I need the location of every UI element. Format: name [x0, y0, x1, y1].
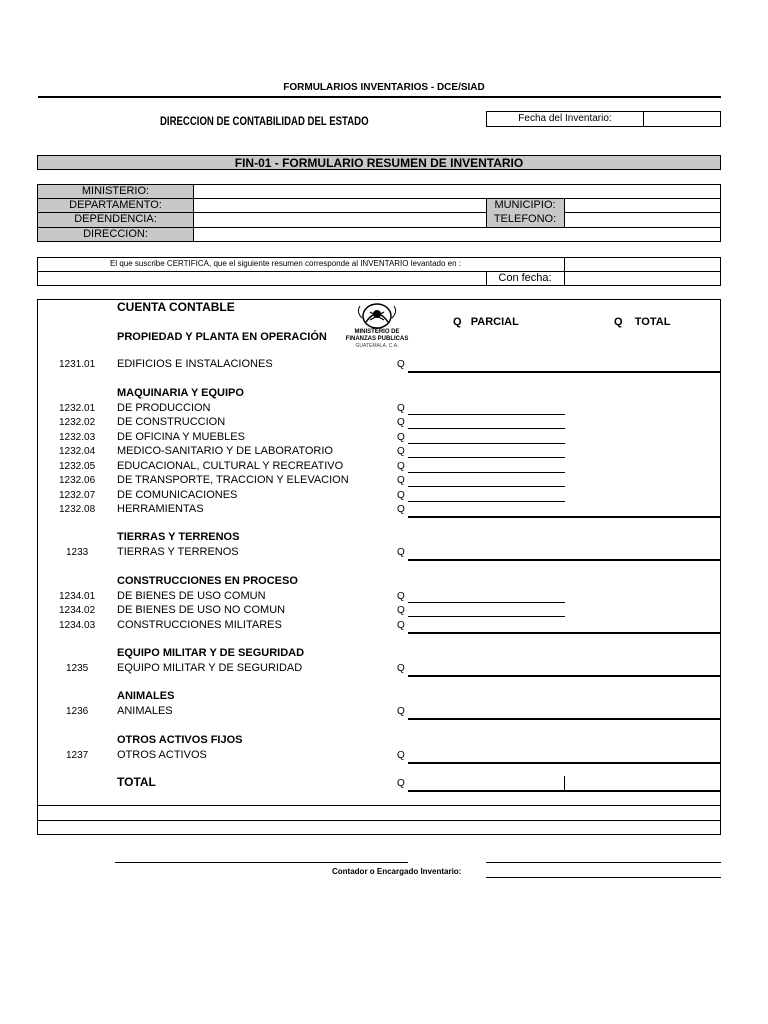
row-code: 1232.01 — [59, 403, 96, 414]
row-desc: EDIFICIOS E INSTALACIONES — [117, 358, 273, 370]
q-sign: Q — [397, 446, 405, 457]
row-desc: EDUCACIONAL, CULTURAL Y RECREATIVO — [117, 460, 344, 472]
q-sign: Q — [397, 620, 405, 631]
form-title: FIN-01 - FORMULARIO RESUMEN DE INVENTARIO — [234, 156, 524, 170]
ministerio-field[interactable] — [194, 185, 720, 198]
row-code: 1232.04 — [59, 446, 96, 457]
q-sign: Q — [397, 605, 405, 616]
row-desc: HERRAMIENTAS — [117, 503, 204, 515]
row-code: 1231.01 — [59, 359, 96, 370]
q-sign: Q — [397, 663, 405, 674]
telefono-label: TELEFONO: — [493, 213, 557, 225]
row-code: 1234.01 — [59, 591, 96, 602]
q-sign: Q — [397, 475, 405, 486]
section-propiedad: PROPIEDAD Y PLANTA EN OPERACIÓN — [117, 331, 327, 343]
row-code: 1234.03 — [59, 620, 96, 631]
q-sign: Q — [397, 750, 405, 761]
row-code: 1232.02 — [59, 417, 96, 428]
municipio-field[interactable] — [565, 199, 720, 212]
office-name: DIRECCION DE CONTABILIDAD DEL ESTADO — [160, 114, 369, 128]
q-sign: Q — [397, 490, 405, 501]
q-sign: Q — [397, 778, 405, 789]
dependencia-field[interactable] — [194, 213, 485, 226]
signature-line-right-2 — [486, 877, 721, 878]
row-desc: DE CONSTRUCCION — [117, 416, 226, 428]
section-otros: OTROS ACTIVOS FIJOS — [117, 734, 243, 746]
departamento-field[interactable] — [194, 199, 485, 212]
q-sign: Q — [397, 432, 405, 443]
con-fecha-field[interactable] — [565, 272, 720, 285]
section-total: TOTAL — [117, 775, 156, 789]
emblem-icon — [336, 302, 418, 330]
q-sign: Q — [397, 504, 405, 515]
q-sign: Q — [397, 547, 405, 558]
logo-line1: MINISTERIO DE — [354, 329, 400, 335]
row-code: 1232.07 — [59, 490, 96, 501]
section-maquinaria: MAQUINARIA Y EQUIPO — [117, 387, 244, 399]
row-desc: EQUIPO MILITAR Y DE SEGURIDAD — [117, 662, 303, 674]
municipio-label: MUNICIPIO: — [494, 199, 556, 211]
section-animales: ANIMALES — [117, 690, 175, 702]
q-sign: Q — [397, 403, 405, 414]
row-desc: TIERRAS Y TERRENOS — [117, 546, 239, 558]
row-desc: OTROS ACTIVOS — [117, 749, 207, 761]
q-sign: Q — [397, 706, 405, 717]
form-title-bar — [37, 155, 721, 170]
row-code: 1236 — [66, 706, 89, 717]
ministerio-label: MINISTERIO: — [81, 185, 150, 197]
direccion-label: DIRECCION: — [83, 228, 148, 240]
signature-label: Contador o Encargado Inventario: — [332, 867, 462, 876]
departamento-label: DEPARTAMENTO: — [69, 199, 162, 211]
ministry-logo — [336, 302, 418, 364]
row-code: 1232.08 — [59, 504, 96, 515]
certifica-text: El que suscribe CERTIFICA, que el siguiente resumen corresponde al INVENTARIO levantado en : — [110, 259, 461, 268]
q-parcial-heading: Q PARCIAL — [453, 316, 519, 328]
row-code: 1237 — [66, 750, 89, 761]
fecha-field[interactable] — [644, 112, 720, 126]
row-desc: DE BIENES DE USO COMUN — [117, 590, 266, 602]
cuenta-contable-heading: CUENTA CONTABLE — [117, 300, 235, 314]
header-rule — [38, 96, 721, 98]
logo-line3: GUATEMALA, C.A. — [355, 343, 399, 349]
q-sign: Q — [397, 417, 405, 428]
fecha-label: Fecha del Inventario: — [518, 113, 612, 124]
dependencia-label: DEPENDENCIA: — [74, 213, 157, 225]
row-desc: DE COMUNICACIONES — [117, 489, 238, 501]
q-total-heading: Q TOTAL — [614, 316, 671, 328]
row-desc: DE OFICINA Y MUEBLES — [117, 431, 245, 443]
direccion-field[interactable] — [194, 228, 720, 241]
row-desc: MEDICO-SANITARIO Y DE LABORATORIO — [117, 445, 333, 457]
q-sign: Q — [397, 359, 405, 370]
row-desc: DE BIENES DE USO NO COMUN — [117, 604, 286, 616]
q-sign: Q — [397, 591, 405, 602]
row-code: 1232.03 — [59, 432, 96, 443]
row-desc: DE PRODUCCION — [117, 402, 211, 414]
fecha-box — [486, 111, 721, 127]
telefono-field[interactable] — [565, 213, 720, 226]
q-sign: Q — [397, 461, 405, 472]
row-desc: CONSTRUCCIONES MILITARES — [117, 619, 282, 631]
section-tierras: TIERRAS Y TERRENOS — [117, 531, 240, 543]
row-desc: DE TRANSPORTE, TRACCION Y ELEVACION — [117, 474, 349, 486]
logo-line2: FINANZAS PUBLICAS — [345, 336, 409, 342]
row-code: 1232.05 — [59, 461, 96, 472]
row-code: 1233 — [66, 547, 89, 558]
top-title: FORMULARIOS INVENTARIOS - DCE/SIAD — [283, 82, 485, 93]
row-code: 1234.02 — [59, 605, 96, 616]
section-militar: EQUIPO MILITAR Y DE SEGURIDAD — [117, 647, 305, 659]
signature-line-left — [115, 862, 408, 863]
signature-line-right — [486, 862, 721, 863]
row-desc: ANIMALES — [117, 705, 173, 717]
con-fecha-label: Con fecha: — [498, 272, 552, 284]
row-code: 1232.06 — [59, 475, 96, 486]
section-construcciones: CONSTRUCCIONES EN PROCESO — [117, 575, 298, 587]
row-code: 1235 — [66, 663, 89, 674]
certifica-field[interactable] — [565, 258, 720, 271]
